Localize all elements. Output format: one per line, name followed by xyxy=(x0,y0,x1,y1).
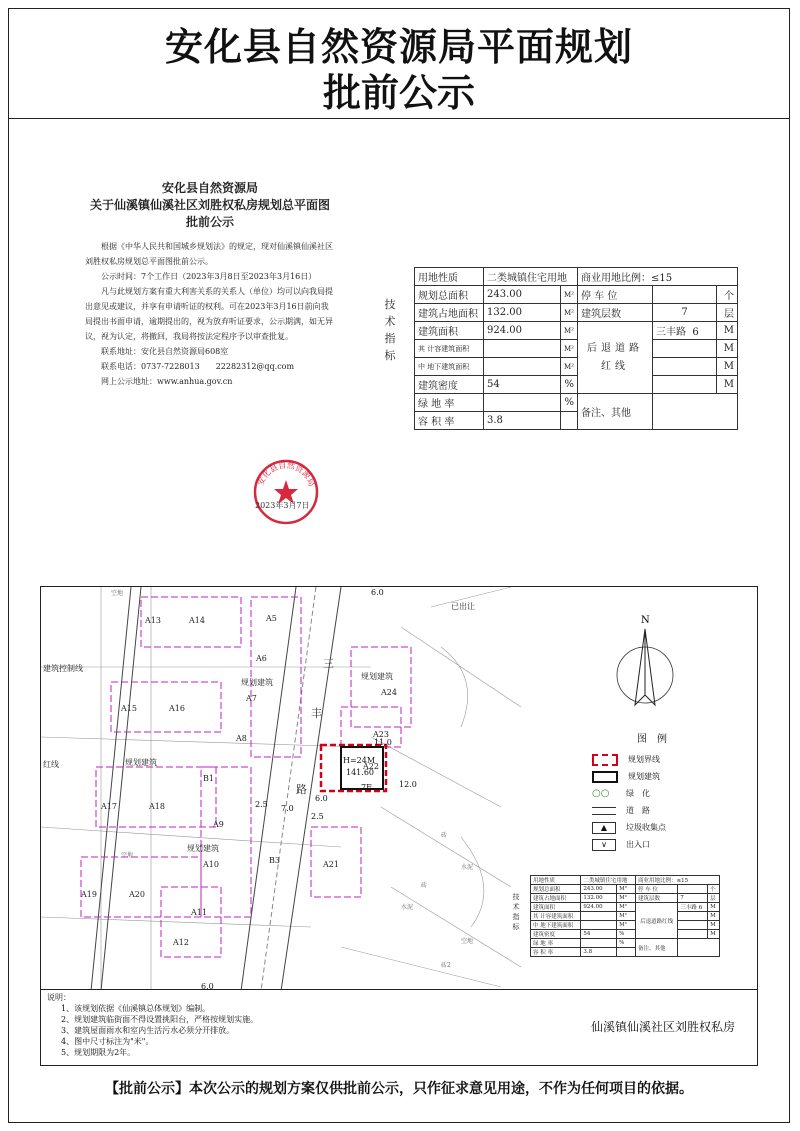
cell xyxy=(581,921,617,930)
notice-date: 2023年3月7日 xyxy=(255,501,310,510)
cell: M² xyxy=(561,304,578,322)
legend-item xyxy=(592,802,712,819)
cell: 个 xyxy=(708,885,720,894)
legend-label: 道 路 xyxy=(626,806,650,815)
cell: 建筑层数 xyxy=(635,894,677,903)
cell: 用地性质 xyxy=(531,876,581,885)
trash-point-icon: ▲ xyxy=(592,822,616,834)
legend-title: 图 例 xyxy=(637,734,667,745)
cell: 3.8 xyxy=(581,948,617,957)
cell: 备注、其他 xyxy=(578,394,653,430)
cell xyxy=(653,322,717,340)
plot-label: A16 xyxy=(169,704,185,713)
cell: 243.00 xyxy=(581,885,617,894)
plot-label: A21 xyxy=(323,860,339,869)
notice-address: 联系地址：安化县自然资源局608室 xyxy=(101,347,229,356)
plot-label: A22 xyxy=(363,762,379,771)
road-label: 三丰路 xyxy=(680,905,697,911)
cell xyxy=(484,340,561,358)
sub-prefix: 其 xyxy=(533,914,539,920)
misc-label: 砖2 xyxy=(441,962,451,969)
notice-org: 安化县自然资源局 xyxy=(161,181,258,195)
cell: 7 xyxy=(653,304,717,322)
greenery-swatch-icon: ○○ xyxy=(592,787,610,799)
road-char: 路 xyxy=(296,783,307,796)
misc-label: 砖 xyxy=(441,832,448,839)
tech-table xyxy=(414,267,738,430)
note-item: 3、建筑屋面雨水和室内生活污水必须分开排放。 xyxy=(61,1026,235,1035)
setback-cell xyxy=(578,322,653,394)
cell xyxy=(581,939,617,948)
cell: 容 积 率 xyxy=(415,412,484,430)
cell: % xyxy=(617,930,636,939)
tech-table-small xyxy=(530,875,720,957)
cell xyxy=(415,358,484,376)
cell xyxy=(678,939,720,957)
plot-label: A13 xyxy=(145,616,161,625)
cell: M² xyxy=(617,912,636,921)
entrance-icon: ∨ xyxy=(592,839,616,851)
survey-lines xyxy=(41,587,521,990)
cell: 建筑面积 xyxy=(531,903,581,912)
plot-label: A18 xyxy=(149,802,165,811)
cell: 建筑密度 xyxy=(531,930,581,939)
cell: 用地性质 xyxy=(415,268,484,286)
road-setback: 6 xyxy=(692,327,699,338)
misc-label: 空地 xyxy=(121,852,134,859)
plot-label: A10 xyxy=(203,860,219,869)
cell: 规划总面积 xyxy=(415,286,484,304)
road-setback: 6 xyxy=(698,905,703,911)
cell: M xyxy=(708,912,720,921)
planned-building-label: 规划建筑 xyxy=(125,758,157,767)
cell: 规划总面积 xyxy=(531,885,581,894)
note-item: 4、图中尺寸标注为"米"。 xyxy=(61,1037,154,1046)
cell xyxy=(653,340,717,358)
cell: M² xyxy=(561,340,578,358)
cell: M² xyxy=(617,921,636,930)
plot-label: A24 xyxy=(381,688,397,697)
building-floors: 7F xyxy=(361,783,372,792)
stamp-text: 安化县自然资源局 xyxy=(256,460,317,488)
tech-label: 技术指标 xyxy=(384,298,396,362)
cell: 商业用地比例：≤15 xyxy=(578,268,738,286)
cell: 243.00 xyxy=(484,286,561,304)
notice-para2: 公示时间：7个工作日（2023年3月8日至2023年3月16日） xyxy=(101,272,317,281)
cell: 绿 地 率 xyxy=(531,939,581,948)
misc-label: 空地 xyxy=(111,590,124,597)
dim-label: 7.0 xyxy=(281,804,294,813)
cell: 建筑密度 xyxy=(415,376,484,394)
cell: % xyxy=(561,394,578,412)
legend-label: 出入口 xyxy=(626,840,650,849)
note-item: 2、规划建筑临街面不得设置挑阳台，严格按规划实施。 xyxy=(61,1015,259,1024)
dim-label: 12.0 xyxy=(399,780,417,789)
cell xyxy=(678,903,708,912)
setback-label: 后退道路红线 xyxy=(640,918,674,925)
plan-notes xyxy=(40,990,758,1066)
note-item: 5、规划期限为2年。 xyxy=(61,1048,136,1057)
cell xyxy=(653,358,717,376)
planned-building-label: 规划建筑 xyxy=(361,672,393,681)
dim-label: 2.5 xyxy=(311,812,324,821)
road-char: 丰 xyxy=(311,707,322,720)
cell: 54 xyxy=(484,376,561,394)
planned-building-label: 规划建筑 xyxy=(241,678,273,687)
sub-label: 计容建筑面积 xyxy=(427,344,470,353)
cell: 建筑占地面积 xyxy=(531,894,581,903)
cell: M² xyxy=(617,903,636,912)
cell: M xyxy=(717,358,738,376)
building-area: 141.60 xyxy=(346,768,374,777)
cell: 二类城镇住宅用地 xyxy=(581,876,636,885)
approved-label: 已出让 xyxy=(451,602,475,611)
cell: 容 积 率 xyxy=(531,948,581,957)
cell xyxy=(531,921,581,930)
legend xyxy=(592,730,712,853)
tech-label-small: 技术指标 xyxy=(512,893,520,931)
cell xyxy=(678,921,708,930)
cell xyxy=(678,885,708,894)
misc-label: 水泥 xyxy=(401,904,414,911)
plot-label: A15 xyxy=(121,704,137,713)
notice-subject: 关于仙溪镇仙溪社区刘胜权私房规划总平面图 xyxy=(89,198,330,212)
cell: 二类城镇住宅用地 xyxy=(484,268,578,286)
sub-label: 地下建筑面积 xyxy=(540,923,574,929)
cell: M xyxy=(717,322,738,340)
road-label: 三丰路 xyxy=(656,327,686,338)
legend-item xyxy=(592,751,712,768)
cell xyxy=(653,376,717,394)
plot-labels xyxy=(43,601,475,947)
plot-label: B3 xyxy=(269,856,280,865)
cell: 层 xyxy=(717,304,738,322)
cell: % xyxy=(561,376,578,394)
cell: 7 xyxy=(678,894,708,903)
plot-label: A19 xyxy=(81,890,97,899)
cell: M xyxy=(717,376,738,394)
cell: % xyxy=(617,939,636,948)
plot-label: A7 xyxy=(246,694,257,703)
cell: 建筑层数 xyxy=(578,304,653,322)
dim-label: 11.0 xyxy=(374,738,392,747)
cell: M² xyxy=(617,894,636,903)
misc-label: 空地 xyxy=(461,938,474,945)
cell: M² xyxy=(561,286,578,304)
cell: M² xyxy=(561,322,578,340)
plot-label: A12 xyxy=(173,938,189,947)
north-arrow xyxy=(617,615,673,705)
sub-prefix: 中 xyxy=(418,362,425,371)
plot-label: A11 xyxy=(191,908,207,917)
notes-title: 说明： xyxy=(47,993,71,1002)
cell xyxy=(484,358,561,376)
cell: 停 车 位 xyxy=(578,286,653,304)
sub-label: 计容建筑面积 xyxy=(540,914,574,920)
cell: M² xyxy=(561,358,578,376)
cell: 54 xyxy=(581,930,617,939)
cell xyxy=(484,394,561,412)
plot-label: A17 xyxy=(101,802,117,811)
cell xyxy=(617,948,636,957)
cell xyxy=(678,912,708,921)
misc-label: 砖 xyxy=(421,882,428,889)
official-stamp xyxy=(252,458,320,526)
dim-label: 2.5 xyxy=(255,800,268,809)
page-header xyxy=(8,8,790,119)
legend-label: 规划界线 xyxy=(628,755,660,764)
plot-label: A9 xyxy=(213,820,224,829)
building-annotations xyxy=(201,588,417,990)
notice-para3: 凡与此规划方案有重大利害关系的关系人（单位）均可以向我局提出意见或建议，并享有申请听证的权利。可在2023年3月16日前向我局提出书面申请，逾期提出的，视为放弃听证要求，公示期满，如无异议，视为认定，将撤回，我局将按法定程序予以审查批复。 xyxy=(85,287,333,341)
sub-prefix: 其 xyxy=(418,344,425,353)
sub-label: 地下建筑面积 xyxy=(427,362,470,371)
boundary-swatch-icon xyxy=(592,754,618,766)
plot-boundaries xyxy=(81,597,414,957)
cell: M² xyxy=(617,885,636,894)
cell xyxy=(678,930,708,939)
cell xyxy=(635,903,677,939)
cell: 个 xyxy=(717,286,738,304)
cell: 停 车 位 xyxy=(635,885,677,894)
building-swatch-icon xyxy=(592,771,618,783)
page-title: 安化县自然资源局平面规划 xyxy=(164,25,633,69)
planned-building-label: 规划建筑 xyxy=(187,844,219,853)
cell: 层 xyxy=(708,894,720,903)
legend-item xyxy=(592,819,712,836)
cell xyxy=(653,286,717,304)
plot-label: A8 xyxy=(236,734,247,743)
cell: 绿 地 率 xyxy=(415,394,484,412)
cell: 备注、其他 xyxy=(635,939,677,957)
legend-label: 规划建筑 xyxy=(628,772,660,781)
cell: 商业用地比例：≤15 xyxy=(635,876,719,885)
notice-phone: 联系电话：0737-7228013 2228231​2@qq.com xyxy=(101,362,295,371)
cell: 建筑面积 xyxy=(415,322,484,340)
legend-item xyxy=(592,768,712,785)
cell: 建筑占地面积 xyxy=(415,304,484,322)
notice-para1: 根据《中华人民共和国城乡规划法》的规定，现对仙溪镇仙溪社区刘胜权私房规划总平面图批前公示。 xyxy=(85,242,333,266)
project-name: 仙溪镇仙溪社区刘胜权私房 xyxy=(590,1020,735,1034)
cell xyxy=(531,912,581,921)
building-height: H=24M xyxy=(343,756,376,765)
dim-label: 6.0 xyxy=(201,982,214,990)
road-name xyxy=(296,657,334,796)
page-subtitle: 批前公示 xyxy=(322,71,475,115)
north-label: N xyxy=(641,615,650,626)
notice-subtitle: 批前公示 xyxy=(185,215,234,229)
misc-label: 水泥 xyxy=(461,864,474,871)
red-line-label: 红线 xyxy=(43,760,59,769)
plot-label: A23 xyxy=(373,730,389,739)
legend-item xyxy=(592,785,712,802)
cell: M xyxy=(717,340,738,358)
cell xyxy=(581,912,617,921)
sub-prefix: 中 xyxy=(533,923,539,929)
cell: M xyxy=(708,903,720,912)
road-char: 三 xyxy=(323,657,334,670)
legend-label: 绿 化 xyxy=(626,789,650,798)
note-item: 1、该规划依据《仙溪镇总体规划》编制。 xyxy=(61,1004,211,1013)
cell: 924.00 xyxy=(581,903,617,912)
legend-item xyxy=(592,836,712,853)
dim-label: 6.0 xyxy=(315,794,328,803)
plot-label: A5 xyxy=(266,614,277,623)
cell: 924.00 xyxy=(484,322,561,340)
setback-label: 后退道路红线 xyxy=(587,342,643,372)
plot-label: A6 xyxy=(256,654,267,663)
notice-text xyxy=(85,180,335,389)
notice-website: 网上公示地址：www.anhua.gov.cn xyxy=(101,377,233,386)
cell xyxy=(653,394,738,430)
plot-label: A14 xyxy=(189,616,205,625)
dim-label: 6.0 xyxy=(371,588,384,597)
cell: 3.8 xyxy=(484,412,561,430)
legend-label: 垃圾收集点 xyxy=(626,823,666,832)
plot-label: B1 xyxy=(203,774,214,783)
cell: 132.00 xyxy=(484,304,561,322)
cell xyxy=(415,340,484,358)
footer-disclaimer: 【批前公示】本次公示的规划方案仅供批前公示，只作征求意见用途，不作为任何项目的依据。 xyxy=(105,1081,693,1097)
control-line-label: 建筑控制线 xyxy=(43,664,83,673)
cell: M xyxy=(708,930,720,939)
cell: M xyxy=(708,921,720,930)
plot-label: A20 xyxy=(129,890,145,899)
cell: 132.00 xyxy=(581,894,617,903)
misc-labels xyxy=(111,589,473,969)
road-swatch-icon xyxy=(592,807,616,815)
cell xyxy=(561,412,578,430)
